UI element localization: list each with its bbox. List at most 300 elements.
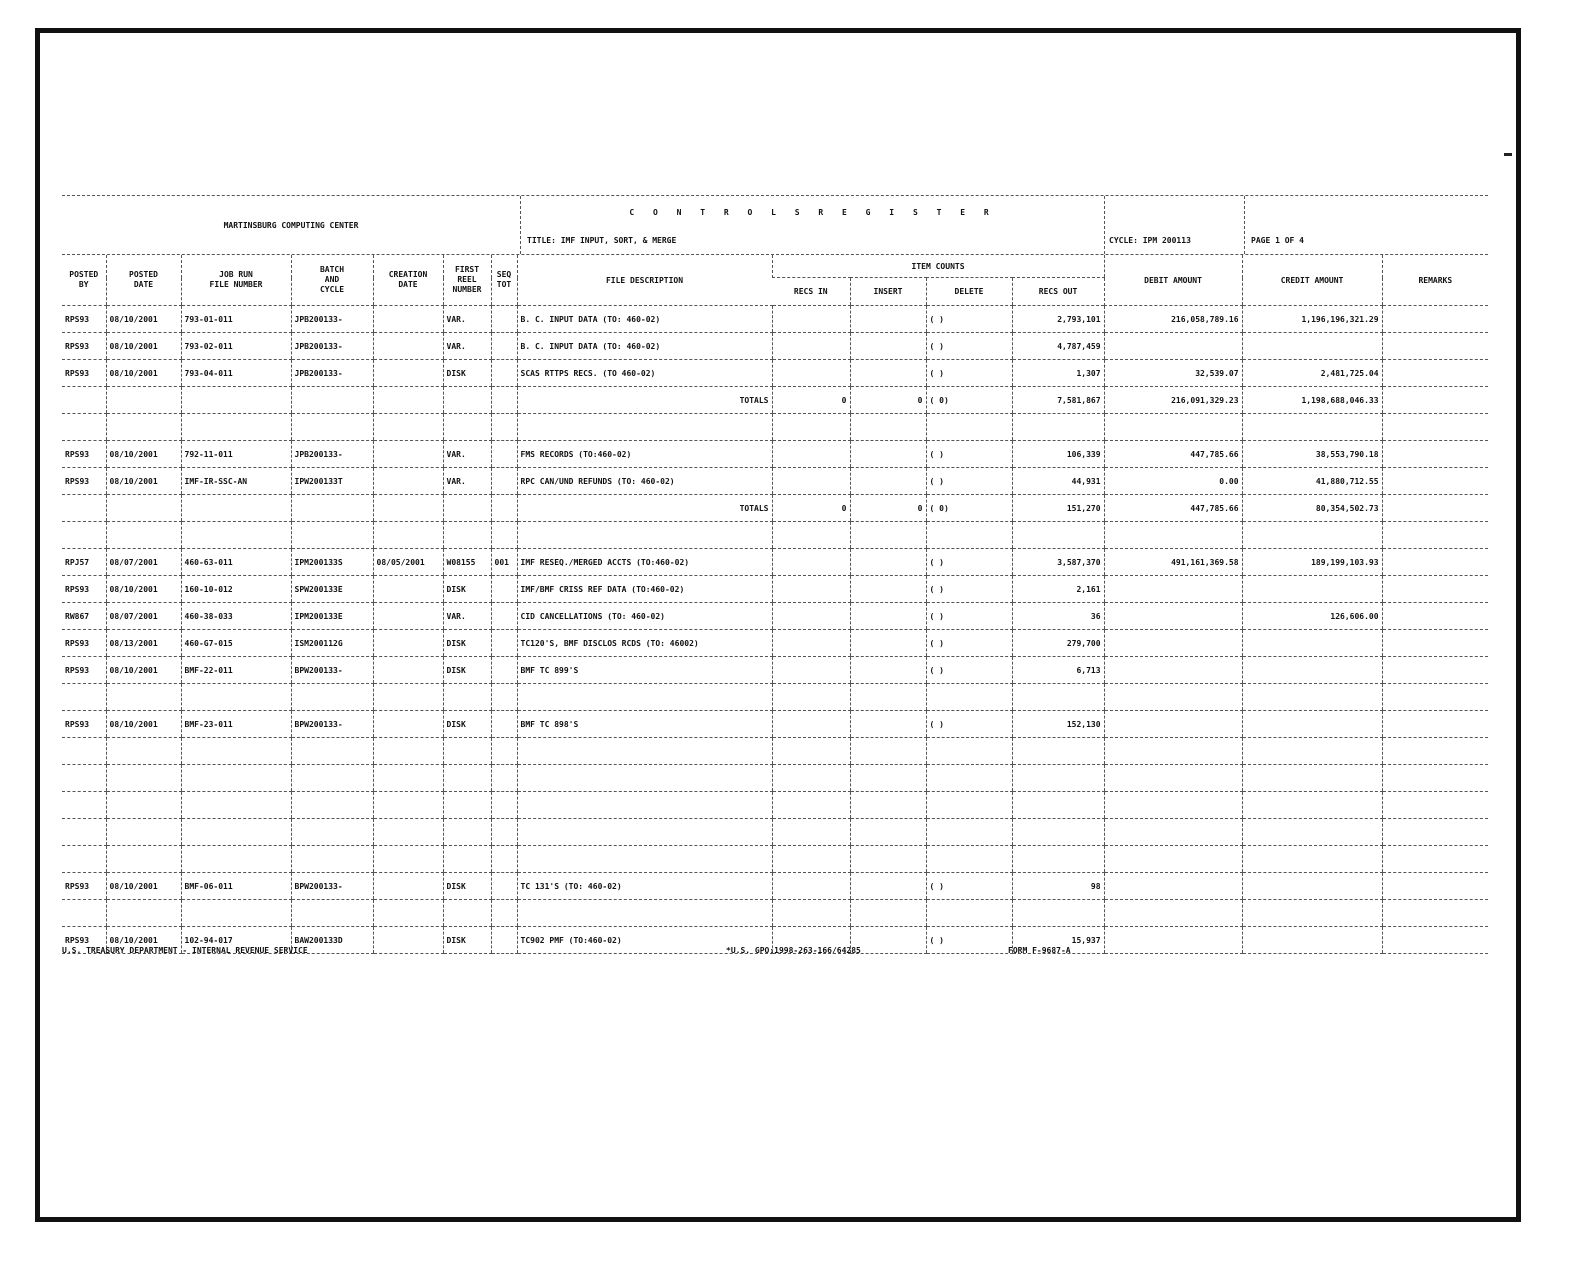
row-recs-out: 36 bbox=[1012, 603, 1104, 630]
row-credit bbox=[1242, 846, 1382, 873]
row-job-run: 160-10-012 bbox=[181, 576, 291, 603]
totals-row bbox=[62, 495, 1488, 522]
row-remarks bbox=[1382, 549, 1488, 576]
row-seq bbox=[491, 468, 517, 495]
row-debit bbox=[1104, 711, 1242, 738]
row-recs-in bbox=[772, 846, 850, 873]
row-posted-by bbox=[62, 414, 106, 441]
row-credit bbox=[1242, 630, 1382, 657]
row-recs-out: 98 bbox=[1012, 873, 1104, 900]
row-first-reel bbox=[443, 684, 491, 711]
computing-center-name: MARTINSBURG COMPUTING CENTER bbox=[223, 220, 359, 230]
row-job-run bbox=[181, 684, 291, 711]
row-job-run: BMF-06-011 bbox=[181, 873, 291, 900]
row-batch: BPW200133- bbox=[291, 873, 373, 900]
row-posted-by bbox=[62, 765, 106, 792]
col-posted-by: POSTED BY bbox=[62, 255, 106, 306]
row-credit bbox=[1242, 576, 1382, 603]
table-row bbox=[62, 441, 1488, 468]
row-debit bbox=[1104, 819, 1242, 846]
row-recs-out: 6,713 bbox=[1012, 657, 1104, 684]
row-recs-in: 0 bbox=[772, 495, 850, 522]
row-remarks bbox=[1382, 522, 1488, 549]
row-batch: SPW200133E bbox=[291, 576, 373, 603]
row-description: B. C. INPUT DATA (TO: 460-02) bbox=[517, 333, 772, 360]
table-row bbox=[62, 603, 1488, 630]
row-creation-date bbox=[373, 765, 443, 792]
row-creation-date bbox=[373, 684, 443, 711]
row-recs-in bbox=[772, 657, 850, 684]
row-posted-date: 08/07/2001 bbox=[106, 603, 181, 630]
row-insert bbox=[850, 414, 926, 441]
row-delete: ( ) bbox=[926, 549, 1012, 576]
row-description: TC 131'S (TO: 460-02) bbox=[517, 873, 772, 900]
row-batch bbox=[291, 684, 373, 711]
row-posted-date bbox=[106, 387, 181, 414]
table-row bbox=[62, 873, 1488, 900]
table-row bbox=[62, 846, 1488, 873]
row-posted-date bbox=[106, 414, 181, 441]
row-seq bbox=[491, 441, 517, 468]
col-file-description: FILE DESCRIPTION bbox=[517, 255, 772, 306]
row-batch: BPW200133- bbox=[291, 657, 373, 684]
row-delete: ( ) bbox=[926, 873, 1012, 900]
row-credit bbox=[1242, 657, 1382, 684]
row-posted-by: RPS93 bbox=[62, 927, 106, 954]
row-posted-by: RPS93 bbox=[62, 630, 106, 657]
row-recs-in bbox=[772, 522, 850, 549]
row-seq bbox=[491, 738, 517, 765]
row-recs-out bbox=[1012, 819, 1104, 846]
row-recs-out: 3,587,370 bbox=[1012, 549, 1104, 576]
page-number: PAGE 1 OF 4 bbox=[1251, 236, 1304, 245]
row-insert bbox=[850, 333, 926, 360]
row-recs-out bbox=[1012, 765, 1104, 792]
row-first-reel bbox=[443, 738, 491, 765]
row-description bbox=[517, 738, 772, 765]
register-table bbox=[62, 255, 1488, 954]
row-seq bbox=[491, 819, 517, 846]
row-remarks bbox=[1382, 306, 1488, 333]
table-row bbox=[62, 819, 1488, 846]
row-recs-in bbox=[772, 684, 850, 711]
table-row bbox=[62, 576, 1488, 603]
footer-agency: U.S. TREASURY DEPARTMENT - INTERNAL REVENUE SERVICE bbox=[62, 946, 308, 955]
row-delete bbox=[926, 684, 1012, 711]
row-seq bbox=[491, 495, 517, 522]
row-credit bbox=[1242, 684, 1382, 711]
row-credit bbox=[1242, 522, 1382, 549]
row-debit bbox=[1104, 765, 1242, 792]
row-description: IMF RESEQ./MERGED ACCTS (TO:460-02) bbox=[517, 549, 772, 576]
row-remarks bbox=[1382, 846, 1488, 873]
row-recs-in bbox=[772, 333, 850, 360]
row-seq bbox=[491, 900, 517, 927]
row-first-reel: DISK bbox=[443, 927, 491, 954]
row-posted-by bbox=[62, 684, 106, 711]
row-first-reel bbox=[443, 900, 491, 927]
row-recs-in bbox=[772, 765, 850, 792]
row-delete bbox=[926, 819, 1012, 846]
row-recs-out bbox=[1012, 900, 1104, 927]
row-batch: BPW200133- bbox=[291, 711, 373, 738]
col-batch-cycle: BATCH AND CYCLE bbox=[291, 255, 373, 306]
row-posted-date: 08/10/2001 bbox=[106, 657, 181, 684]
row-insert bbox=[850, 576, 926, 603]
row-creation-date bbox=[373, 738, 443, 765]
row-creation-date bbox=[373, 900, 443, 927]
row-remarks bbox=[1382, 333, 1488, 360]
row-recs-out: 2,161 bbox=[1012, 576, 1104, 603]
row-posted-by: RPS93 bbox=[62, 360, 106, 387]
row-insert bbox=[850, 468, 926, 495]
row-batch bbox=[291, 819, 373, 846]
row-posted-date bbox=[106, 522, 181, 549]
row-job-run: 792-11-011 bbox=[181, 441, 291, 468]
row-recs-in: 0 bbox=[772, 387, 850, 414]
register-subtitle: TITLE: IMF INPUT, SORT, & MERGE bbox=[527, 236, 677, 245]
row-insert: 0 bbox=[850, 387, 926, 414]
row-remarks bbox=[1382, 819, 1488, 846]
row-delete bbox=[926, 414, 1012, 441]
row-seq: 001 bbox=[491, 549, 517, 576]
row-credit: 41,880,712.55 bbox=[1242, 468, 1382, 495]
row-description: FMS RECORDS (TO:460-02) bbox=[517, 441, 772, 468]
row-first-reel bbox=[443, 792, 491, 819]
row-credit bbox=[1242, 711, 1382, 738]
table-row bbox=[62, 522, 1488, 549]
row-insert bbox=[850, 306, 926, 333]
row-description: IMF/BMF CRISS REF DATA (TO:460-02) bbox=[517, 576, 772, 603]
row-credit: 1,198,688,046.33 bbox=[1242, 387, 1382, 414]
row-insert bbox=[850, 900, 926, 927]
row-recs-in bbox=[772, 900, 850, 927]
row-posted-by: RPS93 bbox=[62, 711, 106, 738]
row-insert bbox=[850, 549, 926, 576]
row-job-run: 793-01-011 bbox=[181, 306, 291, 333]
table-row bbox=[62, 468, 1488, 495]
row-recs-in bbox=[772, 441, 850, 468]
row-posted-date bbox=[106, 495, 181, 522]
row-recs-out: 44,931 bbox=[1012, 468, 1104, 495]
row-seq bbox=[491, 657, 517, 684]
row-delete: ( ) bbox=[926, 360, 1012, 387]
row-description: TOTALS bbox=[517, 495, 772, 522]
row-remarks bbox=[1382, 360, 1488, 387]
row-batch bbox=[291, 414, 373, 441]
row-description: BMF TC 898'S bbox=[517, 711, 772, 738]
row-batch: JPB200133- bbox=[291, 360, 373, 387]
row-remarks bbox=[1382, 468, 1488, 495]
row-debit: 32,539.07 bbox=[1104, 360, 1242, 387]
row-first-reel bbox=[443, 846, 491, 873]
row-creation-date bbox=[373, 306, 443, 333]
register-header bbox=[62, 195, 1488, 255]
row-creation-date bbox=[373, 468, 443, 495]
row-recs-in bbox=[772, 819, 850, 846]
row-credit bbox=[1242, 333, 1382, 360]
page-block bbox=[1244, 196, 1488, 254]
row-seq bbox=[491, 873, 517, 900]
col-job-run: JOB RUN FILE NUMBER bbox=[181, 255, 291, 306]
row-debit bbox=[1104, 657, 1242, 684]
table-row bbox=[62, 738, 1488, 765]
table-row bbox=[62, 684, 1488, 711]
row-recs-in bbox=[772, 414, 850, 441]
row-posted-date: 08/10/2001 bbox=[106, 306, 181, 333]
row-remarks bbox=[1382, 630, 1488, 657]
row-posted-by bbox=[62, 792, 106, 819]
row-credit: 2,481,725.04 bbox=[1242, 360, 1382, 387]
row-remarks bbox=[1382, 495, 1488, 522]
row-creation-date bbox=[373, 414, 443, 441]
row-batch bbox=[291, 522, 373, 549]
row-job-run bbox=[181, 387, 291, 414]
row-first-reel bbox=[443, 522, 491, 549]
row-job-run: 460-38-033 bbox=[181, 603, 291, 630]
row-posted-date: 08/10/2001 bbox=[106, 441, 181, 468]
row-first-reel bbox=[443, 387, 491, 414]
table-row bbox=[62, 900, 1488, 927]
row-recs-in bbox=[772, 738, 850, 765]
col-recs-in: RECS IN bbox=[772, 278, 850, 306]
col-debit-amount: DEBIT AMOUNT bbox=[1104, 255, 1242, 306]
row-insert: 0 bbox=[850, 495, 926, 522]
row-delete bbox=[926, 738, 1012, 765]
table-row bbox=[62, 360, 1488, 387]
row-debit: 491,161,369.58 bbox=[1104, 549, 1242, 576]
row-debit bbox=[1104, 792, 1242, 819]
register-title: C O N T R O L S R E G I S T E R bbox=[629, 208, 996, 217]
row-first-reel: DISK bbox=[443, 360, 491, 387]
row-seq bbox=[491, 387, 517, 414]
row-recs-in bbox=[772, 711, 850, 738]
register-title-block bbox=[520, 196, 1104, 254]
row-insert bbox=[850, 603, 926, 630]
row-description bbox=[517, 522, 772, 549]
row-debit: 447,785.66 bbox=[1104, 495, 1242, 522]
row-insert bbox=[850, 846, 926, 873]
row-job-run bbox=[181, 765, 291, 792]
row-posted-by bbox=[62, 819, 106, 846]
row-seq bbox=[491, 360, 517, 387]
row-recs-out bbox=[1012, 738, 1104, 765]
row-seq bbox=[491, 765, 517, 792]
row-delete bbox=[926, 846, 1012, 873]
row-batch: BAW200133D bbox=[291, 927, 373, 954]
row-recs-out: 2,793,101 bbox=[1012, 306, 1104, 333]
row-recs-out: 106,339 bbox=[1012, 441, 1104, 468]
row-credit bbox=[1242, 792, 1382, 819]
row-batch bbox=[291, 792, 373, 819]
row-first-reel: VAR. bbox=[443, 441, 491, 468]
row-posted-by: RPJ57 bbox=[62, 549, 106, 576]
row-delete: ( ) bbox=[926, 333, 1012, 360]
table-row bbox=[62, 333, 1488, 360]
row-credit: 189,199,103.93 bbox=[1242, 549, 1382, 576]
row-recs-out: 4,787,459 bbox=[1012, 333, 1104, 360]
col-seq-tot: SEQ TOT bbox=[491, 255, 517, 306]
row-description: TC902 PMF (TO:460-02) bbox=[517, 927, 772, 954]
row-delete bbox=[926, 765, 1012, 792]
row-posted-by: RPS93 bbox=[62, 576, 106, 603]
row-recs-out: 7,581,867 bbox=[1012, 387, 1104, 414]
row-credit: 80,354,502.73 bbox=[1242, 495, 1382, 522]
row-creation-date bbox=[373, 387, 443, 414]
row-remarks bbox=[1382, 387, 1488, 414]
row-debit: 216,091,329.23 bbox=[1104, 387, 1242, 414]
row-delete: ( 0) bbox=[926, 495, 1012, 522]
row-delete: ( ) bbox=[926, 306, 1012, 333]
row-seq bbox=[491, 711, 517, 738]
table-row bbox=[62, 306, 1488, 333]
row-debit bbox=[1104, 414, 1242, 441]
col-posted-date: POSTED DATE bbox=[106, 255, 181, 306]
row-credit bbox=[1242, 414, 1382, 441]
row-posted-date bbox=[106, 738, 181, 765]
row-debit: 0.00 bbox=[1104, 468, 1242, 495]
row-recs-in bbox=[772, 468, 850, 495]
register-body bbox=[62, 306, 1488, 954]
row-job-run bbox=[181, 522, 291, 549]
row-remarks bbox=[1382, 684, 1488, 711]
row-description: CID CANCELLATIONS (TO: 460-02) bbox=[517, 603, 772, 630]
row-job-run bbox=[181, 900, 291, 927]
row-creation-date bbox=[373, 603, 443, 630]
row-posted-by: RW867 bbox=[62, 603, 106, 630]
row-job-run bbox=[181, 738, 291, 765]
row-description bbox=[517, 819, 772, 846]
row-batch: ISM200112G bbox=[291, 630, 373, 657]
row-creation-date bbox=[373, 792, 443, 819]
row-remarks bbox=[1382, 414, 1488, 441]
row-description bbox=[517, 414, 772, 441]
table-row bbox=[62, 711, 1488, 738]
row-batch bbox=[291, 846, 373, 873]
row-posted-date: 08/10/2001 bbox=[106, 873, 181, 900]
row-posted-date: 08/10/2001 bbox=[106, 468, 181, 495]
row-remarks bbox=[1382, 792, 1488, 819]
row-delete bbox=[926, 792, 1012, 819]
row-first-reel: W08155 bbox=[443, 549, 491, 576]
row-creation-date bbox=[373, 630, 443, 657]
row-debit bbox=[1104, 900, 1242, 927]
row-insert bbox=[850, 711, 926, 738]
row-seq bbox=[491, 576, 517, 603]
row-credit bbox=[1242, 765, 1382, 792]
row-creation-date bbox=[373, 657, 443, 684]
row-creation-date bbox=[373, 441, 443, 468]
row-job-run: BMF-23-011 bbox=[181, 711, 291, 738]
row-creation-date bbox=[373, 495, 443, 522]
row-job-run: 793-02-011 bbox=[181, 333, 291, 360]
row-batch bbox=[291, 765, 373, 792]
row-job-run: IMF-IR-SSC-AN bbox=[181, 468, 291, 495]
row-remarks bbox=[1382, 873, 1488, 900]
row-recs-out: 151,270 bbox=[1012, 495, 1104, 522]
row-posted-date bbox=[106, 819, 181, 846]
row-insert bbox=[850, 360, 926, 387]
row-recs-in bbox=[772, 549, 850, 576]
totals-row bbox=[62, 387, 1488, 414]
row-creation-date bbox=[373, 522, 443, 549]
row-first-reel: DISK bbox=[443, 873, 491, 900]
scan-mark bbox=[1504, 153, 1512, 156]
row-credit bbox=[1242, 900, 1382, 927]
row-remarks bbox=[1382, 657, 1488, 684]
row-insert bbox=[850, 765, 926, 792]
row-remarks bbox=[1382, 441, 1488, 468]
row-insert bbox=[850, 738, 926, 765]
row-job-run: 460-63-011 bbox=[181, 549, 291, 576]
row-batch: JPB200133- bbox=[291, 306, 373, 333]
row-creation-date bbox=[373, 333, 443, 360]
table-row bbox=[62, 765, 1488, 792]
row-description bbox=[517, 900, 772, 927]
row-batch: IPM200133S bbox=[291, 549, 373, 576]
row-creation-date: 08/05/2001 bbox=[373, 549, 443, 576]
table-row bbox=[62, 792, 1488, 819]
row-debit bbox=[1104, 576, 1242, 603]
row-remarks bbox=[1382, 765, 1488, 792]
row-credit: 1,196,196,321.29 bbox=[1242, 306, 1382, 333]
row-description: TC120'S, BMF DISCLOS RCDS (TO: 46002) bbox=[517, 630, 772, 657]
row-debit bbox=[1104, 522, 1242, 549]
row-recs-in bbox=[772, 360, 850, 387]
row-batch bbox=[291, 387, 373, 414]
row-recs-out: 15,937 bbox=[1012, 927, 1104, 954]
row-job-run bbox=[181, 414, 291, 441]
row-creation-date bbox=[373, 360, 443, 387]
row-credit: 126,606.00 bbox=[1242, 603, 1382, 630]
row-job-run: 102-94-017 bbox=[181, 927, 291, 954]
row-first-reel: VAR. bbox=[443, 306, 491, 333]
row-posted-date: 08/07/2001 bbox=[106, 549, 181, 576]
row-debit: 447,785.66 bbox=[1104, 441, 1242, 468]
row-recs-out: 1,307 bbox=[1012, 360, 1104, 387]
row-seq bbox=[491, 792, 517, 819]
table-row bbox=[62, 414, 1488, 441]
row-debit bbox=[1104, 603, 1242, 630]
row-recs-out bbox=[1012, 846, 1104, 873]
row-description: RPC CAN/UND REFUNDS (TO: 460-02) bbox=[517, 468, 772, 495]
row-creation-date bbox=[373, 819, 443, 846]
row-delete bbox=[926, 900, 1012, 927]
row-insert bbox=[850, 441, 926, 468]
row-seq bbox=[491, 333, 517, 360]
row-first-reel: VAR. bbox=[443, 603, 491, 630]
row-recs-in bbox=[772, 306, 850, 333]
row-seq bbox=[491, 414, 517, 441]
col-item-counts: ITEM COUNTS bbox=[772, 255, 1104, 278]
row-debit bbox=[1104, 738, 1242, 765]
row-debit bbox=[1104, 333, 1242, 360]
row-insert bbox=[850, 684, 926, 711]
row-creation-date bbox=[373, 711, 443, 738]
row-job-run: 793-04-011 bbox=[181, 360, 291, 387]
col-recs-out: RECS OUT bbox=[1012, 278, 1104, 306]
row-first-reel bbox=[443, 414, 491, 441]
table-row bbox=[62, 630, 1488, 657]
row-debit bbox=[1104, 684, 1242, 711]
row-posted-by: RPS93 bbox=[62, 657, 106, 684]
row-seq bbox=[491, 603, 517, 630]
row-delete: ( ) bbox=[926, 657, 1012, 684]
row-insert bbox=[850, 792, 926, 819]
row-batch bbox=[291, 495, 373, 522]
row-posted-by: RPS93 bbox=[62, 468, 106, 495]
row-posted-by bbox=[62, 846, 106, 873]
